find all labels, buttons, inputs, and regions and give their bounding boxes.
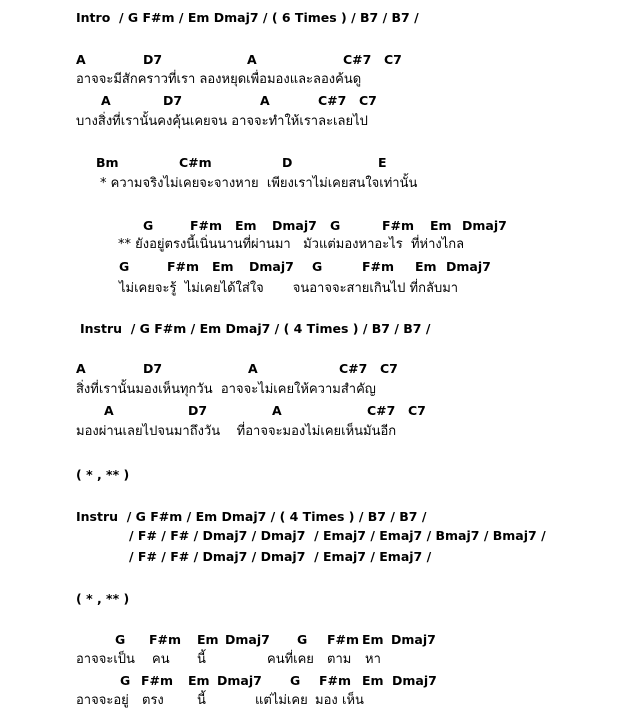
chord-label: F#m: [327, 632, 360, 647]
lyric-fragment: ตาม: [327, 652, 352, 667]
lyric-fragment: คนที่เคย: [267, 652, 314, 667]
lyric-fragment: แต่ไม่เคย: [255, 693, 308, 708]
chord-label: A: [101, 93, 111, 108]
chord-progression-line: Instru / G F#m / Em Dmaj7 / ( 4 Times ) / B7 / B7 /: [76, 509, 427, 524]
chord-label: G: [330, 218, 341, 233]
chord-label: C#7: [367, 403, 396, 418]
lyric-line: ** ยังอยู่ตรงนี้เนิ่นนานที่ผ่านมา มัวแต่มองหาอะไร ที่ห่างไกล: [118, 237, 465, 252]
chord-label: G: [297, 632, 308, 647]
chord-label: Em: [212, 259, 234, 274]
chord-label: Dmaj7: [392, 673, 437, 688]
chord-label: C#7: [318, 93, 347, 108]
lyric-fragment: นี้: [197, 652, 206, 667]
chord-progression-line: / F# / F# / Dmaj7 / Dmaj7 / Emaj7 / Emaj7 /: [129, 549, 432, 564]
chord-label: A: [76, 52, 86, 67]
chord-label: F#m: [149, 632, 182, 647]
chord-label: A: [260, 93, 270, 108]
chord-label: Em: [235, 218, 257, 233]
chord-label: C#7: [339, 361, 368, 376]
chord-label: C7: [408, 403, 426, 418]
chord-label: Dmaj7: [249, 259, 294, 274]
lyric-line: สิ่งที่เรานั้นมองเห็นทุกวัน อาจจะไม่เคยให้ความสำคัญ: [76, 382, 376, 397]
chord-label: G: [119, 259, 130, 274]
chord-label: G: [120, 673, 131, 688]
chord-label: Em: [362, 673, 384, 688]
chord-label: A: [247, 52, 257, 67]
chord-label: C#7: [343, 52, 372, 67]
chord-label: A: [272, 403, 282, 418]
chord-label: Bm: [96, 155, 119, 170]
chord-label: F#m: [319, 673, 352, 688]
lyric-fragment: นี้: [197, 693, 206, 708]
chord-label: F#m: [167, 259, 200, 274]
lyric-fragment: อาจจะอยู่: [76, 693, 129, 708]
lyric-fragment: หา: [365, 652, 381, 667]
chord-label: Dmaj7: [462, 218, 507, 233]
lyric-line: * ความจริงไม่เคยจะจางหาย เพียงเราไม่เคยสนใจเท่านั้น: [100, 176, 418, 191]
chord-label: Em: [188, 673, 210, 688]
chord-label: Em: [197, 632, 219, 647]
chord-label: D: [282, 155, 293, 170]
chord-label: D7: [163, 93, 183, 108]
chord-label: F#m: [362, 259, 395, 274]
chord-label: F#m: [190, 218, 223, 233]
chord-label: D7: [143, 52, 163, 67]
chord-progression-line: Intro / G F#m / Em Dmaj7 / ( 6 Times ) / B7 / B7 /: [76, 10, 419, 25]
chord-label: Em: [415, 259, 437, 274]
chord-label: Dmaj7: [272, 218, 317, 233]
chord-label: D7: [143, 361, 163, 376]
chord-label: C7: [380, 361, 398, 376]
chord-label: Dmaj7: [217, 673, 262, 688]
chord-label: E: [378, 155, 387, 170]
chord-label: G: [143, 218, 154, 233]
chord-label: Dmaj7: [446, 259, 491, 274]
chord-label: C7: [384, 52, 402, 67]
chord-label: Em: [430, 218, 452, 233]
chord-label: G: [115, 632, 126, 647]
lyric-fragment: คน: [152, 652, 170, 667]
chord-progression-line: ( * , ** ): [76, 591, 130, 606]
lyric-fragment: เห็น: [342, 693, 364, 708]
chord-label: G: [312, 259, 323, 274]
lyric-line: อาจจะมีสักคราวที่เรา ลองหยุดเพื่อมองและลองค้นดู: [76, 72, 362, 87]
chord-label: G: [290, 673, 301, 688]
chord-label: Dmaj7: [225, 632, 270, 647]
lyric-line: บางสิ่งที่เรานั้นคงคุ้นเคยจน อาจจะทำให้เราละเลยไป: [76, 114, 368, 129]
chord-progression-line: Instru / G F#m / Em Dmaj7 / ( 4 Times ) / B7 / B7 /: [80, 321, 431, 336]
chord-label: C7: [359, 93, 377, 108]
chord-label: A: [248, 361, 258, 376]
lyric-fragment: ตรง: [142, 693, 164, 708]
chord-label: A: [76, 361, 86, 376]
chord-label: Em: [362, 632, 384, 647]
chord-label: F#m: [141, 673, 174, 688]
lyric-line: มองผ่านเลยไปจนมาถึงวัน ที่อาจจะมองไม่เคยเห็นมันอีก: [76, 424, 397, 439]
lyric-fragment: อาจจะเป็น: [76, 652, 135, 667]
chord-label: Dmaj7: [391, 632, 436, 647]
chord-label: F#m: [382, 218, 415, 233]
lyric-line: ไม่เคยจะรู้ ไม่เคยได้ใส่ใจ จนอาจจะสายเกินไป ที่กลับมา: [119, 281, 459, 296]
lyric-fragment: มอง: [315, 693, 338, 708]
chord-label: C#m: [179, 155, 212, 170]
chord-progression-line: / F# / F# / Dmaj7 / Dmaj7 / Emaj7 / Emaj7 / Bmaj7 / Bmaj7 /: [129, 528, 546, 543]
chord-label: D7: [188, 403, 208, 418]
chord-progression-line: ( * , ** ): [76, 467, 130, 482]
chord-label: A: [104, 403, 114, 418]
